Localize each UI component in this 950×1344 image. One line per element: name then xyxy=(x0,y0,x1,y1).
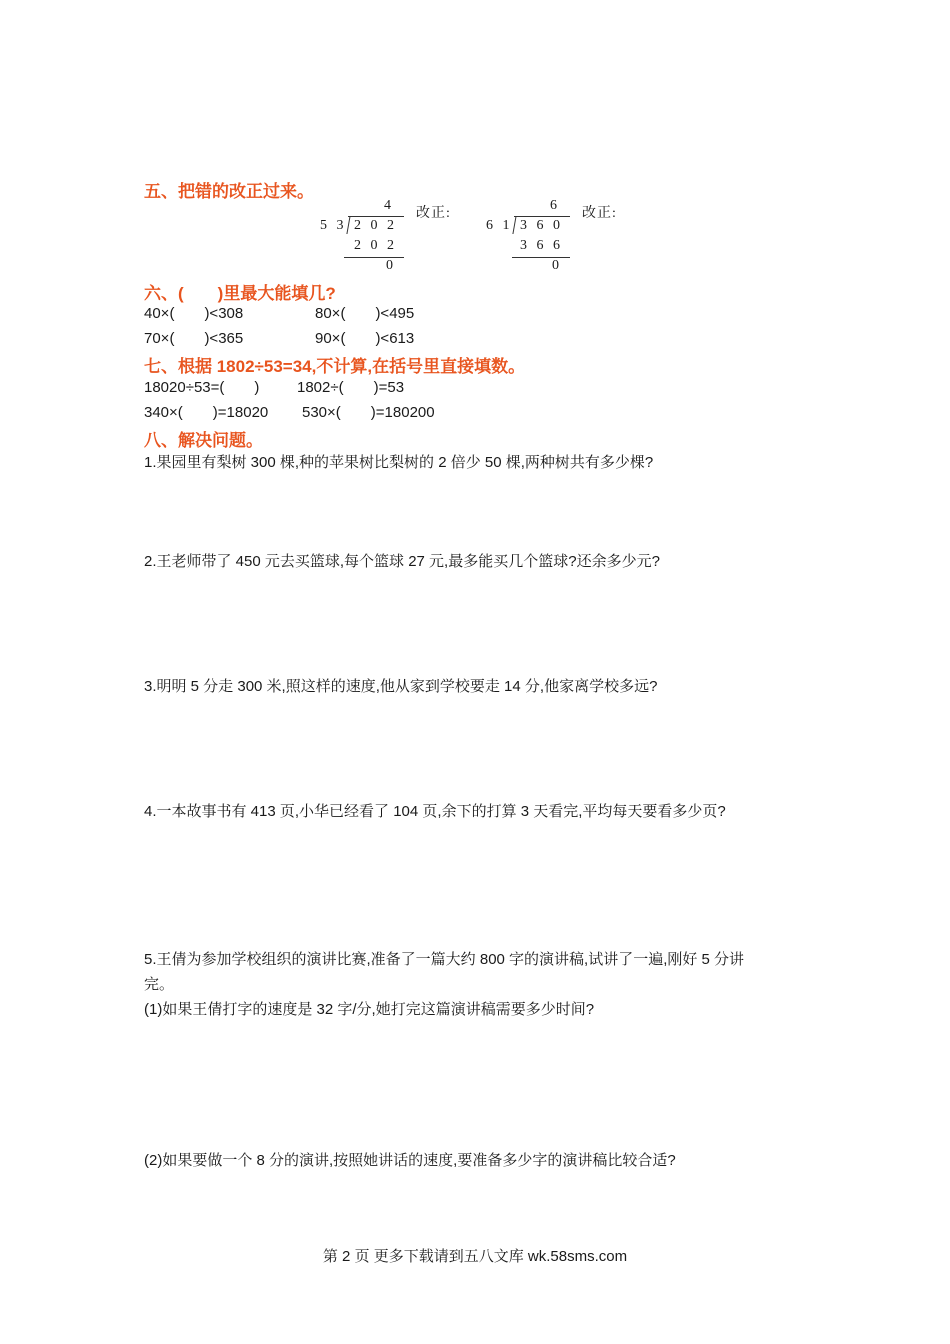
question-1: 1.果园里有梨树 300 棵,种的苹果树比梨树的 2 倍少 50 棵,两种树共有多少棵? xyxy=(144,454,654,471)
dividend-2: 3 6 0 xyxy=(520,218,563,233)
product-1: 2 0 2 xyxy=(354,238,397,253)
section6-item-1: 40×( )<308 xyxy=(144,305,244,322)
page-footer: 第 2 页 更多下载请到五八文库 wk.58sms.com xyxy=(322,1248,628,1265)
quotient-2: 6 xyxy=(550,198,560,213)
remainder-2: 0 xyxy=(552,258,562,273)
divisor-1: 5 3 xyxy=(320,218,347,233)
divisor-2: 6 1 xyxy=(486,218,513,233)
question-5-line-1: 5.王倩为参加学校组织的演讲比赛,准备了一篇大约 800 字的演讲稿,试讲了一遍,刚好 5 分讲 xyxy=(144,951,745,968)
product-2: 3 6 6 xyxy=(520,238,563,253)
section6-item-4: 90×( )<613 xyxy=(315,330,415,347)
division-bracket-side-1 xyxy=(346,216,350,234)
correction-label-2: 改正: xyxy=(582,206,617,221)
section7-item-4: 530×( )=180200 xyxy=(302,404,435,421)
dividend-1: 2 0 2 xyxy=(354,218,397,233)
question-5-part-2: (2)如果要做一个 8 分的演讲,按照她讲话的速度,要准备多少字的演讲稿比较合适? xyxy=(144,1152,676,1169)
section6-heading: 六、( )里最大能填几? xyxy=(144,284,336,303)
division-bracket-top-2 xyxy=(514,216,570,217)
quotient-1: 4 xyxy=(384,198,394,213)
question-4: 4.一本故事书有 413 页,小华已经看了 104 页,余下的打算 3 天看完,平均每天要看多少页? xyxy=(144,803,726,820)
section6-item-2: 80×( )<495 xyxy=(315,305,415,322)
section6-item-3: 70×( )<365 xyxy=(144,330,244,347)
section8-heading: 八、解决问题。 xyxy=(144,431,263,450)
division-bracket-top-1 xyxy=(348,216,404,217)
section5-heading: 五、把错的改正过来。 xyxy=(144,182,314,201)
section7-item-1: 18020÷53=( ) xyxy=(144,379,260,396)
section7-heading: 七、根据 1802÷53=34,不计算,在括号里直接填数。 xyxy=(144,357,526,376)
question-5-part-1: (1)如果王倩打字的速度是 32 字/分,她打完这篇演讲稿需要多少时间? xyxy=(144,1001,595,1018)
remainder-1: 0 xyxy=(386,258,396,273)
section7-item-3: 340×( )=18020 xyxy=(144,404,269,421)
question-2: 2.王老师带了 450 元去买篮球,每个篮球 27 元,最多能买几个篮球?还余多少元? xyxy=(144,553,660,570)
division-bracket-side-2 xyxy=(512,216,516,234)
correction-label-1: 改正: xyxy=(416,206,451,221)
question-3: 3.明明 5 分走 300 米,照这样的速度,他从家到学校要走 14 分,他家离学校多远? xyxy=(144,678,658,695)
section7-item-2: 1802÷( )=53 xyxy=(297,379,405,396)
question-5-line-2: 完。 xyxy=(144,976,175,993)
